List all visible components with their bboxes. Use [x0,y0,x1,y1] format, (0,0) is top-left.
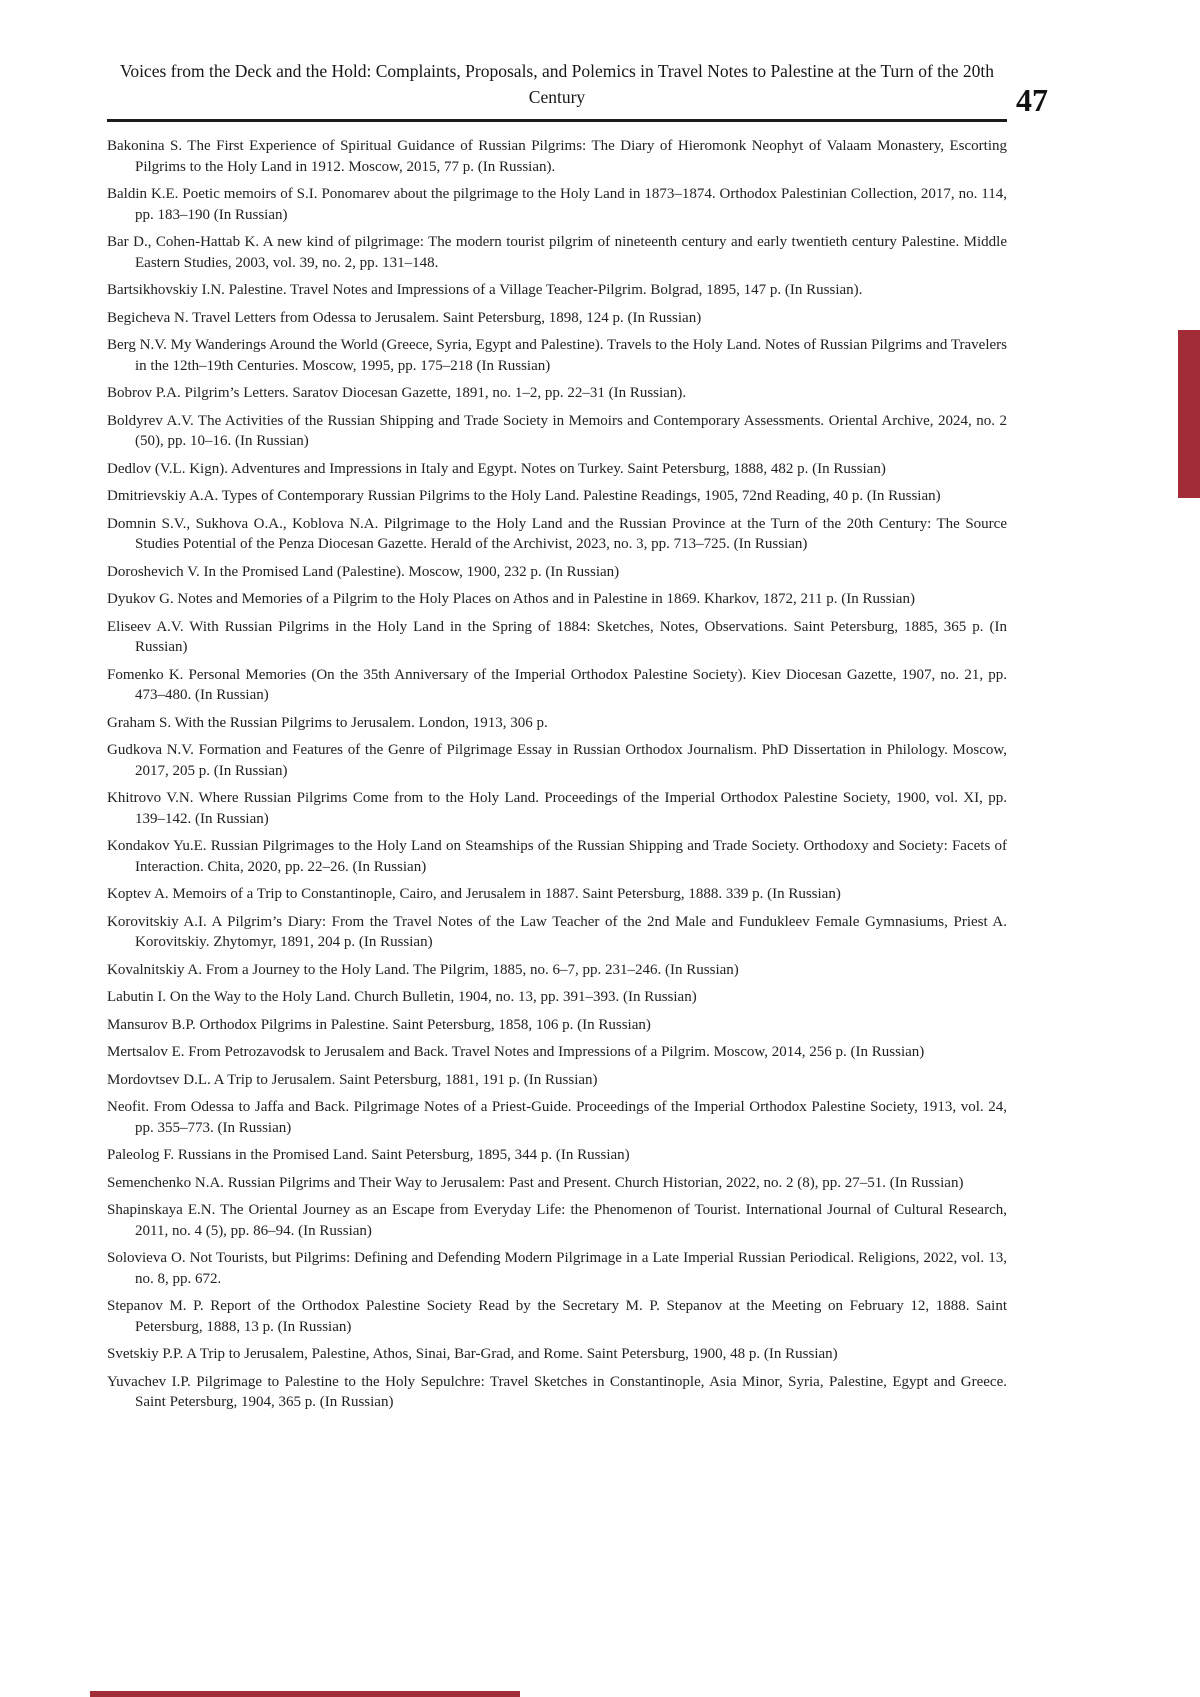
reference-entry: Mordovtsev D.L. A Trip to Jerusalem. Saint Petersburg, 1881, 191 p. (In Russian) [107,1071,598,1088]
page-content [107,58,1007,1420]
reference-entry: Mansurov B.P. Orthodox Pilgrims in Palestine. Saint Petersburg, 1858, 106 p. (In Russian) [107,1016,651,1033]
article-title: Voices from the Deck and the Hold: Complaints, Proposals, and Polemics in Travel Notes to Palestine at the Turn of the 20th Century [119,61,995,107]
reference-entry: Fomenko K. Personal Memories (On the 35th Anniversary of the Imperial Orthodox Palestine Society). Kiev Diocesan Gazette, 1907, no. 21, pp. 473–480. (In Russian) [107,666,1007,703]
reference-entry: Yuvachev I.P. Pilgrimage to Palestine to the Holy Sepulchre: Travel Sketches in Constantinople, Asia Minor, Syria, Palestine, Egypt and Greece. Saint Petersburg, 1904, 365 p. (In Russian) [107,1373,1007,1410]
references-list [107,136,1007,1413]
reference-entry: Eliseev A.V. With Russian Pilgrims in the Holy Land in the Spring of 1884: Sketches, Notes, Observations. Saint Petersburg, 1885, 365 p. (In Russian) [107,618,1007,655]
reference-entry: Bobrov P.A. Pilgrim’s Letters. Saratov Diocesan Gazette, 1891, no. 1–2, pp. 22–31 (In Russian). [107,385,687,401]
reference-entry: Kondakov Yu.E. Russian Pilgrimages to the Holy Land on Steamships of the Russian Shipping and Trade Society. Orthodoxy and Society: Facets of Interaction. Chita, 2020, pp. 22–26. (In Russian) [107,838,1007,875]
reference-entry: Dmitrievskiy A.A. Types of Contemporary Russian Pilgrims to the Holy Land. Palestine Readings, 1905, 72nd Reading, 40 p. (In Russian) [107,488,941,504]
reference-entry: Bar D., Cohen-Hattab K. A new kind of pilgrimage: The modern tourist pilgrim of nineteenth century and early twentieth century Palestine. Middle Eastern Studies, 2003, vol. 39, no. 2, pp. 131–148. [107,234,1007,271]
reference-entry: Mertsalov E. From Petrozavodsk to Jerusalem and Back. Travel Notes and Impressions of a Pilgrim. Moscow, 2014, 256 p. (In Russian) [107,1044,925,1060]
page-number: 47 [1016,82,1048,118]
header-rule [107,119,1007,122]
bottom-accent-bar [90,1691,520,1697]
reference-entry: Gudkova N.V. Formation and Features of the Genre of Pilgrimage Essay in Russian Orthodox Journalism. PhD Dissertation in Philology. Moscow, 2017, 205 p. (In Russian) [107,742,1007,779]
reference-entry: Berg N.V. My Wanderings Around the World (Greece, Syria, Egypt and Palestine). Travels to the Holy Land. Notes of Russian Pilgrims and Travelers in the 12th–19th Centuries. Moscow, 1995, pp. 175–218 (In Russian) [107,337,1007,374]
reference-entry: Korovitskiy A.I. A Pilgrim’s Diary: From the Travel Notes of the Law Teacher of the 2nd Male and Fundukleev Female Gymnasiums, Priest A. Korovitskiy. Zhytomyr, 1891, 204 p. (In Russian) [107,913,1007,950]
reference-entry: Labutin I. On the Way to the Holy Land. Church Bulletin, 1904, no. 13, pp. 391–393. (In Russian) [107,989,697,1005]
reference-entry: Boldyrev A.V. The Activities of the Russian Shipping and Trade Society in Memoirs and Contemporary Assessments. Oriental Archive, 2024, no. 2 (50), pp. 10–16. (In Russian) [107,412,1007,449]
reference-entry: Semenchenko N.A. Russian Pilgrims and Their Way to Jerusalem: Past and Present. Church Historian, 2022, no. 2 (8), pp. 27–51. (In Russian) [107,1174,964,1191]
reference-entry: Dyukov G. Notes and Memories of a Pilgrim to the Holy Places on Athos and in Palestine in 1869. Kharkov, 1872, 211 p. (In Russian) [107,591,915,607]
reference-entry: Khitrovo V.N. Where Russian Pilgrims Come from to the Holy Land. Proceedings of the Imperial Orthodox Palestine Society, 1900, vol. XI, pp. 139–142. (In Russian) [107,790,1007,827]
running-header [107,58,1007,122]
reference-entry: Svetskiy P.P. A Trip to Jerusalem, Palestine, Athos, Sinai, Bar-Grad, and Rome. Saint Petersburg, 1900, 48 p. (In Russian) [107,1346,838,1362]
reference-entry: Baldin K.E. Poetic memoirs of S.I. Ponomarev about the pilgrimage to the Holy Land in 1873–1874. Orthodox Palestinian Collection, 2017, no. 114, pp. 183–190 (In Russian) [107,186,1007,223]
reference-entry: Paleolog F. Russians in the Promised Land. Saint Petersburg, 1895, 344 p. (In Russian) [107,1147,630,1163]
reference-entry: Bartsikhovskiy I.N. Palestine. Travel Notes and Impressions of a Village Teacher-Pilgrim. Bolgrad, 1895, 147 p. (In Russian). [107,282,863,298]
reference-entry: Koptev A. Memoirs of a Trip to Constantinople, Cairo, and Jerusalem in 1887. Saint Petersburg, 1888. 339 p. (In Russian) [107,886,841,902]
reference-entry: Begicheva N. Travel Letters from Odessa to Jerusalem. Saint Petersburg, 1898, 124 p. (In Russian) [107,309,702,326]
reference-entry: Doroshevich V. In the Promised Land (Palestine). Moscow, 1900, 232 p. (In Russian) [107,563,620,580]
reference-entry: Kovalnitskiy A. From a Journey to the Holy Land. The Pilgrim, 1885, no. 6–7, pp. 231–246. (In Russian) [107,961,739,978]
reference-entry: Stepanov M. P. Report of the Orthodox Palestine Society Read by the Secretary M. P. Stepanov at the Meeting on February 12, 1888. Saint Petersburg, 1888, 13 p. (In Russian) [107,1298,1007,1335]
side-accent-bar [1178,330,1200,498]
reference-entry: Bakonina S. The First Experience of Spiritual Guidance of Russian Pilgrims: The Diary of Hieromonk Neophyt of Valaam Monastery, Escorting Pilgrims to the Holy Land in 1912. Moscow, 2015, 77 p. (In Russian). [107,138,1007,175]
reference-entry: Domnin S.V., Sukhova O.A., Koblova N.A. Pilgrimage to the Holy Land and the Russian Province at the Turn of the 20th Century: The Source Studies Potential of the Penza Diocesan Gazette. Herald of the Archivist, 2023, no. 3, pp. 713–725. (In Russian) [107,515,1007,552]
reference-entry: Shapinskaya E.N. The Oriental Journey as an Escape from Everyday Life: the Phenomenon of Tourist. International Journal of Cultural Research, 2011, no. 4 (5), pp. 86–94. (In Russian) [107,1202,1007,1239]
reference-entry: Solovieva O. Not Tourists, but Pilgrims: Defining and Defending Modern Pilgrimage in a Late Imperial Russian Periodical. Religions, 2022, vol. 13, no. 8, pp. 672. [107,1250,1007,1287]
reference-entry: Graham S. With the Russian Pilgrims to Jerusalem. London, 1913, 306 p. [107,714,548,731]
reference-entry: Dedlov (V.L. Kign). Adventures and Impressions in Italy and Egypt. Notes on Turkey. Saint Petersburg, 1888, 482 p. (In Russian) [107,460,886,477]
reference-entry: Neofit. From Odessa to Jaffa and Back. Pilgrimage Notes of a Priest-Guide. Proceedings of the Imperial Orthodox Palestine Society, 1913, vol. 24, pp. 355–773. (In Russian) [107,1099,1007,1136]
